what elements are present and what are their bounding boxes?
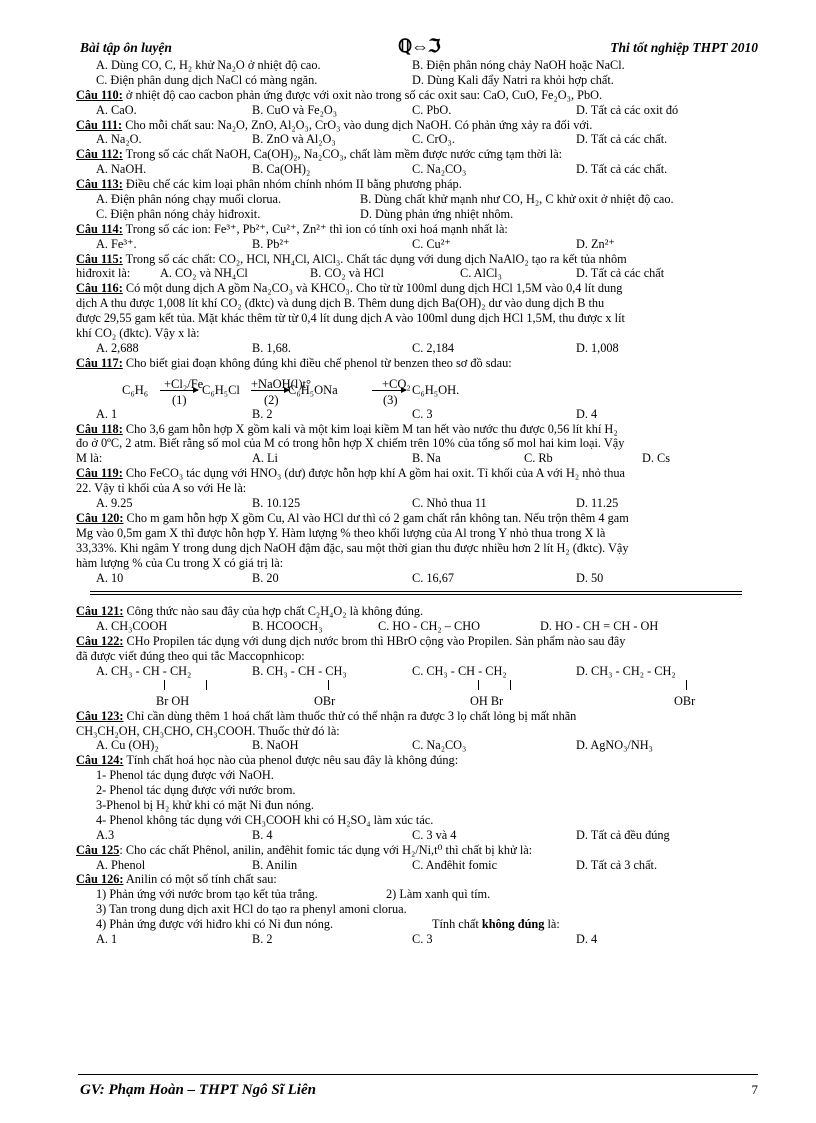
- item-124-4: 4- Phenol không tác dụng với CH₃COOH khi có H₂SO₄ làm xúc tác.: [96, 812, 434, 827]
- question-116: Câu 116: Có một dung dịch A gồm Na₂CO₃ và KHCO₃. Cho từ từ 100ml dung dịch HCl 1,5M vào 0,4 lít dung: [76, 281, 623, 296]
- question-120-line: Mg vào 0,5m gam X thì được hỗn hợp Y. Hàm lượng % theo khối lượng của Al trong Y nhỏ thua trong X là: [76, 525, 606, 540]
- question-124: Câu 124: Tính chất hoá học nào của phenol được nêu sau đây là không đúng:: [76, 753, 459, 768]
- substituents-122: Br OH OBr OH Br OBr: [156, 693, 696, 708]
- page-header: [80, 36, 758, 58]
- options-122: A. CH₃ - CH - CH₂ B. CH₃ - CH - CH₃ C. CH₃ - CH - CH₂ D. CH₃ - CH₂ - CH₂: [96, 663, 676, 678]
- question-122-line: đã được viết đúng theo qui tắc Maccopnhicop:: [76, 649, 305, 664]
- reaction-scheme: [76, 375, 756, 407]
- question-119: Câu 119: Cho FeCO₃ tác dụng với HNO₃ (dư) được hỗn hợp khí A gồm hai oxit. Tỉ khối của A với H₂ nhỏ thua: [76, 466, 625, 481]
- options-117: A. 1 B. 2 C. 3 D. 4: [96, 406, 598, 421]
- question-110: Câu 110: ở nhiệt độ cao cacbon phản ứng được với oxit nào trong số các oxit sau: CaO, CuO, Fe₂O₃, PbO.: [76, 87, 603, 102]
- bonds-122: [76, 679, 756, 694]
- arrow-2-reagent: +NaOH(l)t°: [251, 376, 311, 391]
- options-120: A. 10 B. 20 C. 16,67 D. 50: [96, 570, 604, 585]
- question-116-line: dịch A thu được 1,008 lít khí CO₂ (đktc) và dung dịch B. Thêm dung dịch Ba(OH)₂ dư vào dung dịch B thu: [76, 296, 605, 311]
- item-126-4: 4) Phản ứng được với hiđro khi có Ni đun nóng. Tính chất không đúng là:: [96, 917, 560, 932]
- arrow-1-step: (1): [172, 392, 187, 407]
- header-right: Thi tốt nghiệp THPT 2010: [610, 40, 758, 55]
- options-113a: A. Điện phân nóng chạy muối clorua. B. Dùng chất khử mạnh như CO, H₂, C khử oxit ở nhiệt độ cao.: [96, 192, 674, 207]
- item-126-3: 3) Tan trong dung dịch axit HCl do tạo ra phenyl amoni clorua.: [96, 902, 407, 917]
- question-123-line: CH₃CH₂OH, CH₃CHO, CH₃COOH. Thuốc thử đó là:: [76, 723, 340, 738]
- options-114: A. Fe³⁺. B. Pb²⁺ C. Cu²⁺ D. Zn²⁺: [96, 236, 615, 251]
- question-122: Câu 122: CHo Propilen tác dụng với dung dịch nước brom thì HBrO cộng vào Propilen. Sản phẩm nào sau đây: [76, 634, 626, 649]
- question-123: Câu 123: Chỉ cần dùng thêm 1 hoá chất làm thuốc thử có thể nhận ra được 3 lọ chất lỏng bị mất nhãn: [76, 708, 577, 723]
- options-119: A. 9.25 B. 10.125 C. Nhỏ thua 11 D. 11.25: [96, 496, 619, 511]
- question-121: Câu 121: Công thức nào sau đây của hợp chất C₂H₄O₂ là không đúng.: [76, 604, 424, 619]
- arrow-3-step: (3): [383, 392, 398, 407]
- question-120-line: 33,33%. Khi ngâm Y trong dung dịch NaOH đậm đặc, sau một thời gian thu được nhiều hơn 2 lít H₂ (đktc). Vậy: [76, 540, 629, 555]
- question-117: Câu 117: Cho biết giai đoạn không đúng khi điều chế phenol từ benzen theo sơ đồ sdau:: [76, 355, 512, 370]
- question-118-line: đo ở 0ºC, 2 atm. Biết rằng số mol của M có trong hỗn hợp X chiếm trên 10% của tổng số mol hai kim loại. Vậy: [76, 436, 625, 451]
- question-114: Câu 114: Trong số các ion: Fe³⁺, Pb²⁺, Cu²⁺, Zn²⁺ thì ion có tính oxi hoá mạnh nhất là:: [76, 221, 508, 236]
- question-112: Câu 112: Trong số các chất NaOH, Ca(OH)₂, Na₂CO₃, chất làm mềm được nước cứng tạm thời là:: [76, 147, 563, 162]
- question-120: Câu 120: Cho m gam hỗn hợp X gồm Cu, Al vào HCl dư thì có 2 gam chất rắn không tan. Nếu trộn thêm 4 gam: [76, 510, 629, 525]
- items-126a: 1) Phản ứng với nước brom tạo kết tủa trắng. 2) Làm xanh quì tím.: [96, 887, 491, 902]
- options-124: A.3 B. 4 C. 3 và 4 D. Tất cả đều đúng: [96, 827, 670, 842]
- options-118: M là: A. Li B. Na C. Rb D. Cs: [76, 451, 671, 466]
- option-line: C. Điện phân dung dịch NaCl có màng ngăn. D. Dùng Kali đẩy Natri ra khỏi hợp chất.: [96, 72, 614, 87]
- options-115: hiđroxit là: A. CO₂ và NH₄Cl B. CO₂ và HCl C. AlCl₃ D. Tất cả các chất: [76, 266, 665, 281]
- question-113: Câu 113: Điều chế các kim loại phân nhóm chính nhóm II bằng phương pháp.: [76, 177, 462, 192]
- header-left: Bài tập ôn luyện: [80, 40, 172, 55]
- arrow-3-reagent: +CO₂: [382, 376, 411, 391]
- question-116-line: khí CO₂ (đktc). Vậy x là:: [76, 326, 200, 341]
- questions-body: [76, 58, 756, 947]
- question-120-line: hàm lượng % của Cu trong X có giá trị là:: [76, 555, 284, 570]
- options-125: A. Phenol B. Anilin C. Anđêhit fomic D. Tất cả 3 chất.: [96, 857, 658, 872]
- species-chlorobenzene: C₆H₅Cl: [202, 382, 240, 397]
- footer-author: GV: Phạm Hoàn – THPT Ngô Sĩ Liên: [80, 1082, 316, 1098]
- item-124-1: 1- Phenol tác dụng được với NaOH.: [96, 768, 274, 783]
- species-phenol: C₆H₅OH.: [412, 382, 460, 397]
- options-111: A. Na₂O. B. ZnO và Al₂O₃ C. CrO₃. D. Tất cả các chất.: [96, 132, 668, 147]
- options-112: A. NaOH. B. Ca(OH)₂ C. Na₂CO₃ D. Tất cả các chất.: [96, 162, 668, 177]
- header-ornament: ℚ⇔ℑ: [398, 36, 440, 56]
- options-116: A. 2,688 B. 1,68. C. 2,184 D. 1,008: [96, 340, 619, 355]
- species-benzene: C₆H₆: [122, 382, 149, 397]
- arrow-2-step: (2): [264, 392, 279, 407]
- options-113b: C. Điện phân nóng chảy hiđroxit. D. Dùng phản ứng nhiệt nhôm.: [96, 206, 514, 221]
- page-number: 7: [751, 1082, 758, 1097]
- option-line: A. Dùng CO, C, H₂ khử Na₂O ở nhiệt độ cao. B. Điện phân nóng chảy NaOH hoặc NaCl.: [96, 58, 625, 72]
- question-126: Câu 126: Anilin có một số tính chất sau:: [76, 872, 277, 887]
- question-115: Câu 115: Trong số các chất: CO₂, HCl, NH₄Cl, AlCl₃. Chất tác dụng với dung dịch NaAlO₂ tạo ra kết tủa nhôm: [76, 251, 627, 266]
- species-sodium-phenoxide: C₆H₅ONa: [288, 382, 338, 397]
- arrow-1-reagent: +Cl₂/Fe: [164, 376, 204, 391]
- options-126: A. 1 B. 2 C. 3 D. 4: [96, 931, 598, 946]
- options-121: A. CH₃COOH B. HCOOCH₃ C. HO - CH₂ – CHO D. HO - CH = CH - OH: [96, 619, 659, 634]
- question-119-line: 22. Vậy tỉ khối của A so với He là:: [76, 481, 247, 496]
- question-118: Câu 118: Cho 3,6 gam hỗn hợp X gồm kali và một kim loại kiềm M tan hết vào nước thu được 0,56 lít khí H₂: [76, 421, 618, 436]
- footer-rule: [78, 1074, 758, 1075]
- section-divider: [76, 591, 756, 599]
- question-116-line: được 29,55 gam kết tủa. Mặt khác thêm từ từ 0,4 lít dung dịch A vào 100ml dung dịch HCl 1,5M, thu được x lít: [76, 311, 625, 326]
- item-124-3: 3-Phenol bị H₂ khử khi có mặt Ni đun nóng.: [96, 797, 314, 812]
- question-111: Câu 111: Cho mỗi chất sau: Na₂O, ZnO, Al₂O₃, CrO₃ vào dung dịch NaOH. Có phản ứng xảy ra đối với.: [76, 117, 593, 132]
- item-124-2: 2- Phenol tác dụng được với nước brom.: [96, 783, 296, 798]
- question-125: Câu 125: Cho các chất Phênol, anilin, anđêhit fomic tác dụng với H₂/Ni,t⁰ thì chất bị khử là:: [76, 842, 533, 857]
- options-123: A. Cu (OH)₂ B. NaOH C. Na₂CO₃ D. AgNO₃/NH₃: [96, 738, 653, 753]
- options-110: A. CaO. B. CuO và Fe₂O₃ C. PbO. D. Tất cả các oxit đó: [96, 102, 679, 117]
